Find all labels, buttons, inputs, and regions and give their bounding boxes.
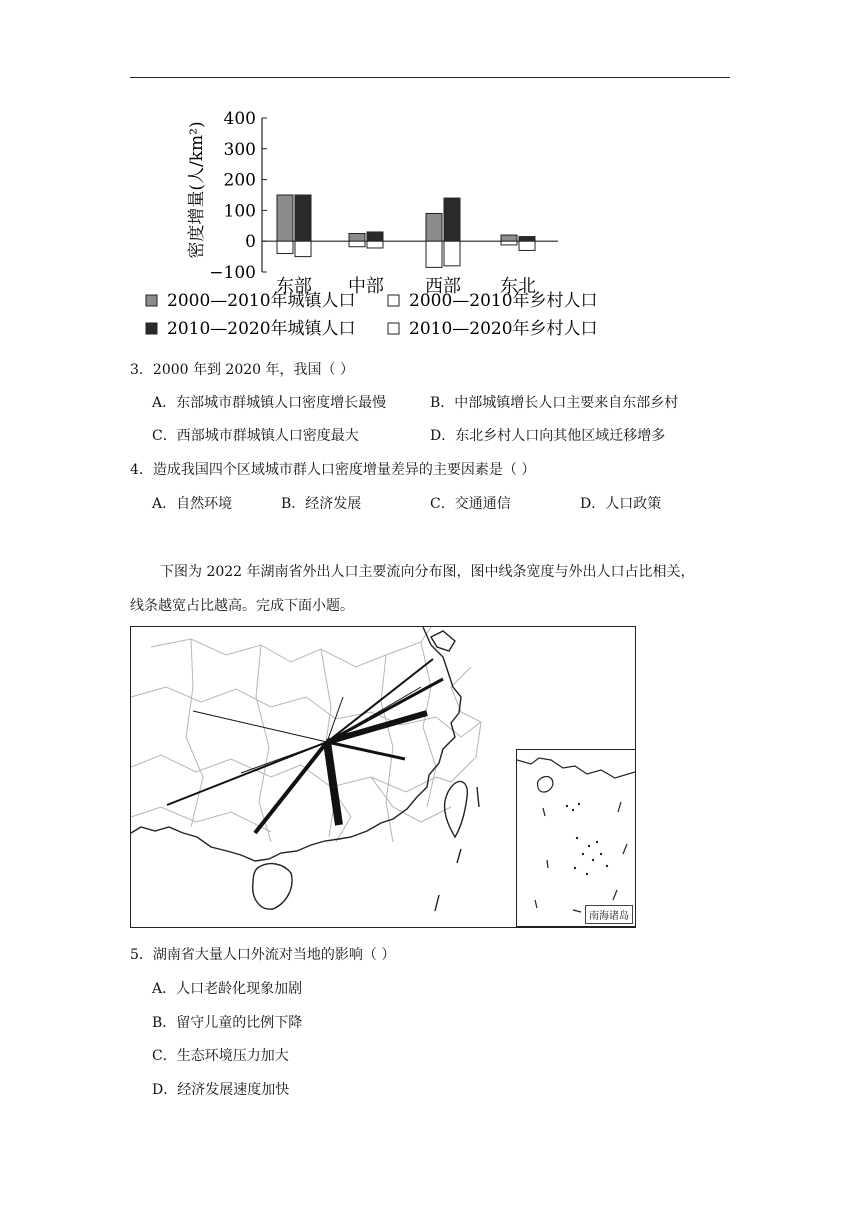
question-5-option-b[interactable]: B．留守儿童的比例下降 — [152, 1015, 303, 1031]
x-category-label: 中部 — [348, 276, 384, 297]
y-tick-label: 100 — [223, 201, 256, 222]
legend-swatch — [146, 295, 157, 306]
flow-line-south-east — [327, 742, 405, 759]
bar-rural-2000-2010 — [277, 241, 293, 253]
question-5-option-c[interactable]: C．生态环境压力加大 — [152, 1048, 289, 1064]
question-4-option-c[interactable]: C．交通通信 — [430, 496, 511, 512]
y-tick-label: 300 — [223, 139, 256, 160]
question-3-option-a[interactable]: A．东部城市群城镇人口密度增长最慢 — [152, 395, 387, 411]
bar-rural-2010-2020 — [519, 241, 535, 250]
legend-label: 2000—2010年乡村人口 — [409, 291, 598, 311]
population-density-chart — [140, 105, 620, 350]
legend-swatch — [146, 323, 157, 334]
bar-urban-2010-2020 — [444, 198, 460, 241]
bar-urban-2010-2020 — [295, 195, 311, 241]
question-3-option-b[interactable]: B．中部城镇增长人口主要来自东部乡村 — [430, 395, 679, 411]
y-tick-label: −100 — [209, 263, 256, 283]
map-intro-line-2: 线条越宽占比越高。完成下面小题。 — [130, 598, 354, 614]
inset-label: 南海诸岛 — [585, 905, 633, 924]
question-5-stem: 5．湖南省大量人口外流对当地的影响（ ） — [130, 947, 396, 963]
province-borders — [131, 627, 481, 842]
bar-rural-2010-2020 — [295, 241, 311, 256]
legend-label: 2000—2010年城镇人口 — [167, 291, 356, 311]
y-tick-label: 200 — [223, 170, 256, 191]
flow-line-north-west — [193, 711, 327, 742]
legend-label: 2010—2020年乡村人口 — [409, 319, 598, 339]
header-rule — [130, 77, 730, 78]
y-axis-label: 密度增量(人/km²) — [187, 121, 207, 259]
bar-urban-2010-2020 — [519, 237, 535, 242]
bar-urban-2000-2010 — [349, 234, 365, 242]
hunan-outflow-map — [130, 626, 636, 928]
bar-rural-2010-2020 — [367, 241, 383, 248]
bar-urban-2010-2020 — [367, 232, 383, 241]
question-4-option-b[interactable]: B．经济发展 — [281, 496, 362, 512]
question-3-option-c[interactable]: C．西部城市群城镇人口密度最大 — [152, 428, 359, 444]
legend-swatch — [388, 323, 399, 334]
bar-urban-2000-2010 — [426, 213, 442, 241]
question-5-option-a[interactable]: A．人口老龄化现象加剧 — [152, 981, 303, 997]
y-tick-label: 0 — [245, 232, 256, 253]
question-5-option-d[interactable]: D．经济发展速度加快 — [152, 1082, 290, 1098]
taiwan-island — [445, 781, 468, 837]
bar-rural-2000-2010 — [426, 241, 442, 267]
question-3-option-d[interactable]: D．东北乡村人口向其他区域迁移增多 — [430, 428, 666, 444]
bar-rural-2000-2010 — [501, 241, 517, 245]
map-intro-line-1: 下图为 2022 年湖南省外出人口主要流向分布图，图中线条宽度与外出人口占比相关， — [160, 564, 695, 580]
question-4-option-a[interactable]: A．自然环境 — [152, 496, 233, 512]
hainan-island — [253, 864, 292, 910]
bar-rural-2010-2020 — [444, 241, 460, 266]
question-4-option-d[interactable]: D．人口政策 — [580, 496, 662, 512]
bar-urban-2000-2010 — [501, 235, 517, 241]
inset-canvas — [517, 750, 635, 926]
bar-urban-2000-2010 — [277, 195, 293, 241]
x-category-label: 东北 — [500, 276, 536, 297]
legend-label: 2010—2020年城镇人口 — [167, 319, 356, 339]
x-category-label: 东部 — [276, 276, 312, 297]
y-tick-label: 400 — [223, 109, 256, 129]
legend-swatch — [388, 295, 399, 306]
south-china-sea-inset — [516, 749, 636, 927]
question-4-stem: 4．造成我国四个区域城市群人口密度增量差异的主要因素是（ ） — [130, 462, 536, 478]
bar-rural-2000-2010 — [349, 241, 365, 247]
question-3-stem: 3．2000 年到 2020 年，我国（ ） — [130, 362, 354, 378]
x-category-label: 西部 — [425, 276, 461, 297]
